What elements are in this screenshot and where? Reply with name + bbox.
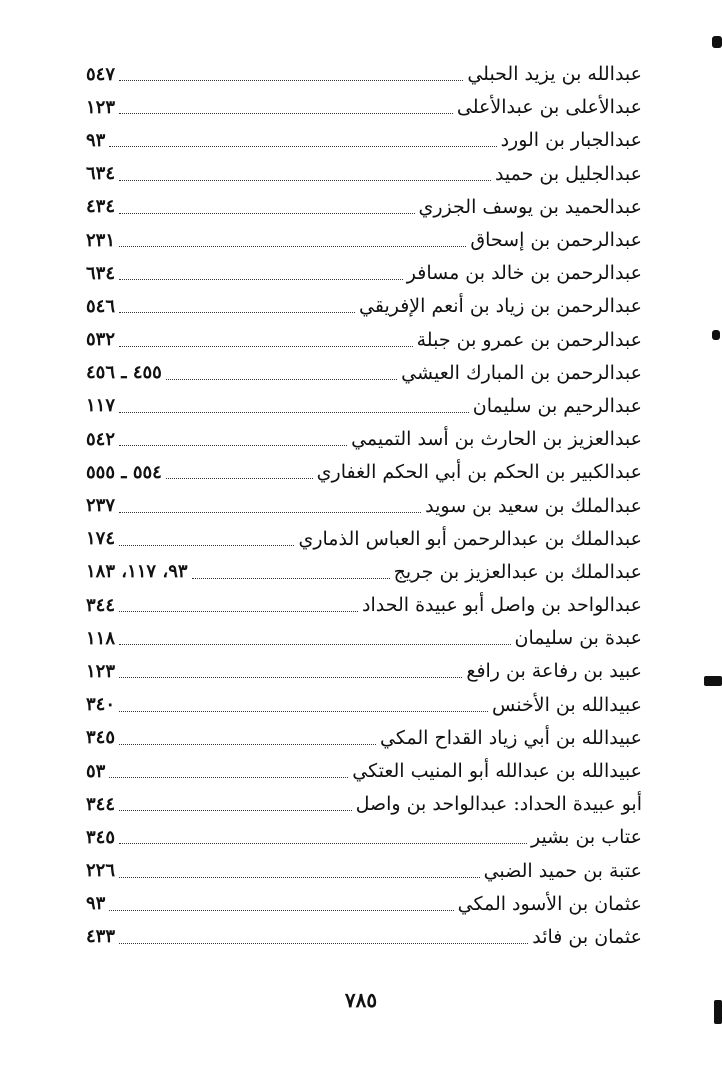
- entry-name: عبدالعزيز بن الحارث بن أسد التميمي: [351, 428, 642, 451]
- entry-pages: ٢٢٦: [86, 860, 116, 882]
- dot-leader: [119, 843, 527, 844]
- entry-pages: ٥٤٢: [86, 428, 116, 450]
- index-entry: [86, 722, 642, 755]
- entry-name: عثمان بن فائد: [532, 925, 642, 948]
- index-entry: [86, 324, 642, 357]
- entry-name: عبدالرحمن بن المبارك العيشي: [401, 361, 642, 384]
- binding-mark-bottom: [714, 1000, 722, 1024]
- dot-leader: [119, 810, 352, 811]
- dot-leader: [119, 346, 413, 347]
- binding-mark-top: [712, 36, 722, 48]
- entry-name: عبيدالله بن عبدالله أبو المنيب العتكي: [352, 760, 642, 783]
- index-entry: [86, 357, 642, 390]
- dot-leader: [119, 445, 347, 446]
- dot-leader: [109, 146, 496, 147]
- dot-leader: [119, 213, 414, 214]
- dot-leader: [166, 379, 397, 380]
- index-entry: [86, 888, 642, 921]
- entry-name: أبو عبيدة الحداد: عبدالواحد بن واصل: [355, 793, 642, 816]
- entry-pages: ٩٣: [86, 129, 106, 151]
- index-entry: [86, 91, 642, 124]
- entry-pages: ٦٣٤: [86, 262, 116, 284]
- entry-name: عتاب بن بشير: [530, 826, 642, 849]
- entry-pages: ١١٧: [86, 395, 116, 417]
- index-entry: [86, 124, 642, 157]
- entry-pages: ٥٣٢: [86, 329, 116, 351]
- index-entry: [86, 423, 642, 456]
- index-entry: [86, 855, 642, 888]
- index-entry: [86, 158, 642, 191]
- entry-pages: ٣٤٥: [86, 727, 116, 749]
- index-entry: [86, 290, 642, 323]
- entry-name: عبدالحميد بن يوسف الجزري: [418, 195, 642, 218]
- entry-name: عبيد بن رفاعة بن رافع: [466, 660, 642, 683]
- index-entry: [86, 821, 642, 854]
- entry-pages: ١٢٣: [86, 96, 116, 118]
- entry-pages: ٤٣٣: [86, 926, 116, 948]
- entry-pages: ٣٤٠: [86, 694, 116, 716]
- dot-leader: [119, 943, 528, 944]
- entry-name: عبدالرحمن بن زياد بن أنعم الإفريقي: [359, 295, 642, 318]
- index-entry: [86, 456, 642, 489]
- entry-pages: ٥٣: [86, 760, 106, 782]
- dot-leader: [119, 744, 376, 745]
- index-entry: [86, 224, 642, 257]
- entry-pages: ٢٣٧: [86, 495, 116, 517]
- binding-mark-middle: [712, 330, 720, 340]
- entry-pages: ٥٤٦: [86, 295, 116, 317]
- index-entry: [86, 921, 642, 954]
- index-entry: [86, 622, 642, 655]
- entry-name: عبدالجليل بن حميد: [494, 162, 642, 185]
- entry-name: عثمان بن الأسود المكي: [457, 892, 642, 915]
- index-entry: [86, 589, 642, 622]
- entry-name: عبدة بن سليمان: [514, 627, 642, 650]
- entry-pages: ٥٥٤ ـ ٥٥٥: [86, 461, 162, 483]
- index-entry: [86, 788, 642, 821]
- index-entry: [86, 755, 642, 788]
- entry-pages: ١٢٣: [86, 660, 116, 682]
- entry-name: عبدالملك بن سعيد بن سويد: [425, 494, 642, 517]
- dot-leader: [119, 644, 510, 645]
- dot-leader: [109, 777, 348, 778]
- entry-pages: ٣٤٤: [86, 793, 116, 815]
- dot-leader: [119, 545, 294, 546]
- entry-pages: ٣٤٥: [86, 826, 116, 848]
- index-entry: [86, 58, 642, 91]
- entry-name: عبدالرحمن بن عمرو بن جبلة: [416, 328, 642, 351]
- dot-leader: [119, 877, 480, 878]
- entry-name: عبدالرحمن بن إسحاق: [470, 229, 642, 252]
- entry-name: عبيدالله بن أبي زياد القداح المكي: [380, 726, 642, 749]
- entry-name: عبدالملك بن عبدالرحمن أبو العباس الذماري: [298, 527, 642, 550]
- entry-name: عبدالكبير بن الحكم بن أبي الحكم الغفاري: [316, 461, 642, 484]
- dot-leader: [119, 113, 453, 114]
- entry-name: عبدالجبار بن الورد: [500, 129, 642, 152]
- dot-leader: [166, 478, 313, 479]
- index-entry: [86, 689, 642, 722]
- entry-pages: ٦٣٤: [86, 163, 116, 185]
- entry-name: عبدالملك بن عبدالعزيز بن جريج: [393, 560, 642, 583]
- entry-pages: ٤٣٤: [86, 196, 116, 218]
- entry-name: عبدالله بن يزيد الحبلي: [467, 63, 642, 86]
- index-entry: [86, 556, 642, 589]
- index-entry: [86, 390, 642, 423]
- entry-pages: ٤٥٥ ـ ٤٥٦: [86, 362, 162, 384]
- dot-leader: [119, 279, 403, 280]
- dot-leader: [119, 80, 463, 81]
- index-entry: [86, 489, 642, 522]
- dot-leader: [109, 910, 453, 911]
- entry-pages: ٣٤٤: [86, 594, 116, 616]
- index-entry: [86, 655, 642, 688]
- entry-name: عبيدالله بن الأخنس: [492, 693, 642, 716]
- entry-name: عبدالرحيم بن سليمان: [472, 394, 642, 417]
- entry-pages: ٩٣: [86, 893, 106, 915]
- dot-leader: [119, 412, 469, 413]
- dot-leader: [119, 512, 421, 513]
- page-number: ٧٨٥: [344, 988, 378, 1012]
- dot-leader: [119, 677, 462, 678]
- entry-pages: ٩٣، ١١٧، ١٨٣: [86, 561, 188, 583]
- index-entry: [86, 257, 642, 290]
- dot-leader: [119, 611, 358, 612]
- index-entry: [86, 191, 642, 224]
- dot-leader: [192, 578, 390, 579]
- entry-pages: ١٧٤: [86, 528, 116, 550]
- binding-mark-lower: [704, 676, 722, 686]
- dot-leader: [119, 711, 488, 712]
- narrator-index-list: [86, 58, 642, 954]
- index-entry: [86, 523, 642, 556]
- dot-leader: [119, 312, 355, 313]
- entry-name: عبدالواحد بن واصل أبو عبيدة الحداد: [361, 594, 642, 617]
- dot-leader: [119, 180, 491, 181]
- entry-name: عبدالرحمن بن خالد بن مسافر: [406, 262, 642, 285]
- dot-leader: [119, 246, 466, 247]
- entry-pages: ٢٣١: [86, 229, 116, 251]
- entry-name: عبدالأعلى بن عبدالأعلى: [456, 96, 642, 119]
- entry-pages: ١١٨: [86, 627, 116, 649]
- entry-name: عتبة بن حميد الضبي: [483, 859, 642, 882]
- entry-pages: ٥٤٧: [86, 63, 116, 85]
